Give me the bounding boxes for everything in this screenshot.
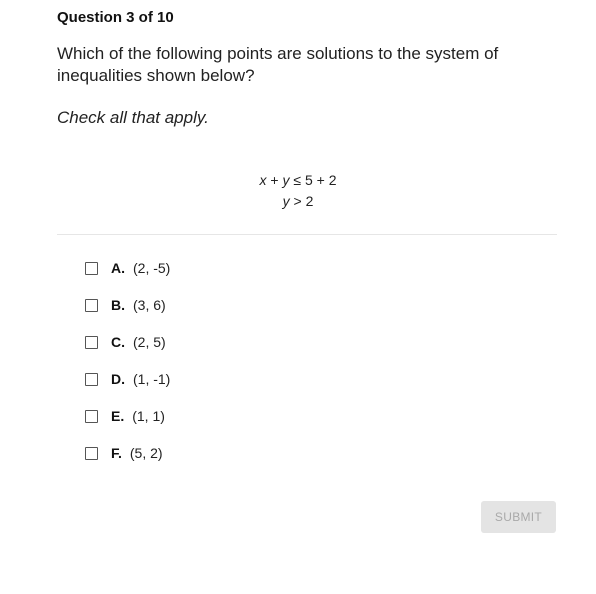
option-d-value: (1, -1) <box>133 371 171 387</box>
option-e[interactable] <box>85 406 170 426</box>
inequality-line-1 <box>0 170 596 191</box>
option-c-checkbox[interactable] <box>85 336 98 349</box>
inequality-1-var-y: y <box>282 172 290 188</box>
option-f-value: (5, 2) <box>129 445 163 461</box>
submit-button[interactable]: SUBMIT <box>481 501 556 533</box>
option-d-letter: D. <box>111 371 125 387</box>
option-b-checkbox[interactable] <box>85 299 98 312</box>
option-c-value: (2, 5) <box>133 334 166 350</box>
question-text: Which of the following points are solutions to the system of inequalities shown below? <box>57 44 499 85</box>
option-a-value: (2, -5) <box>133 260 171 276</box>
option-c[interactable] <box>85 332 170 352</box>
option-e-value: (1, 1) <box>132 408 165 424</box>
option-f-checkbox[interactable] <box>85 447 98 460</box>
inequality-2-rhs: > 2 <box>293 193 314 209</box>
inequality-1-plus: + <box>270 172 279 188</box>
option-a[interactable] <box>85 258 170 278</box>
option-e-checkbox[interactable] <box>85 410 98 423</box>
option-d[interactable] <box>85 369 170 389</box>
inequality-1-var-x: x <box>259 172 267 188</box>
option-f[interactable] <box>85 443 170 463</box>
option-a-letter: A. <box>111 260 125 276</box>
instruction-text: Check all that apply. <box>57 108 209 127</box>
option-e-letter: E. <box>111 408 125 424</box>
option-d-checkbox[interactable] <box>85 373 98 386</box>
option-c-letter: C. <box>111 334 125 350</box>
option-b-letter: B. <box>111 297 125 313</box>
question-counter: Question 3 of 10 <box>57 9 174 26</box>
inequality-2-var-y: y <box>282 193 290 209</box>
inequality-1-rhs: ≤ 5 + 2 <box>293 172 337 188</box>
option-b-value: (3, 6) <box>133 297 166 313</box>
option-f-letter: F. <box>111 445 122 461</box>
inequality-system <box>0 170 596 212</box>
inequality-line-2 <box>0 191 596 212</box>
section-divider <box>57 234 557 235</box>
answer-options <box>85 258 170 480</box>
option-b[interactable] <box>85 295 170 315</box>
option-a-checkbox[interactable] <box>85 262 98 275</box>
